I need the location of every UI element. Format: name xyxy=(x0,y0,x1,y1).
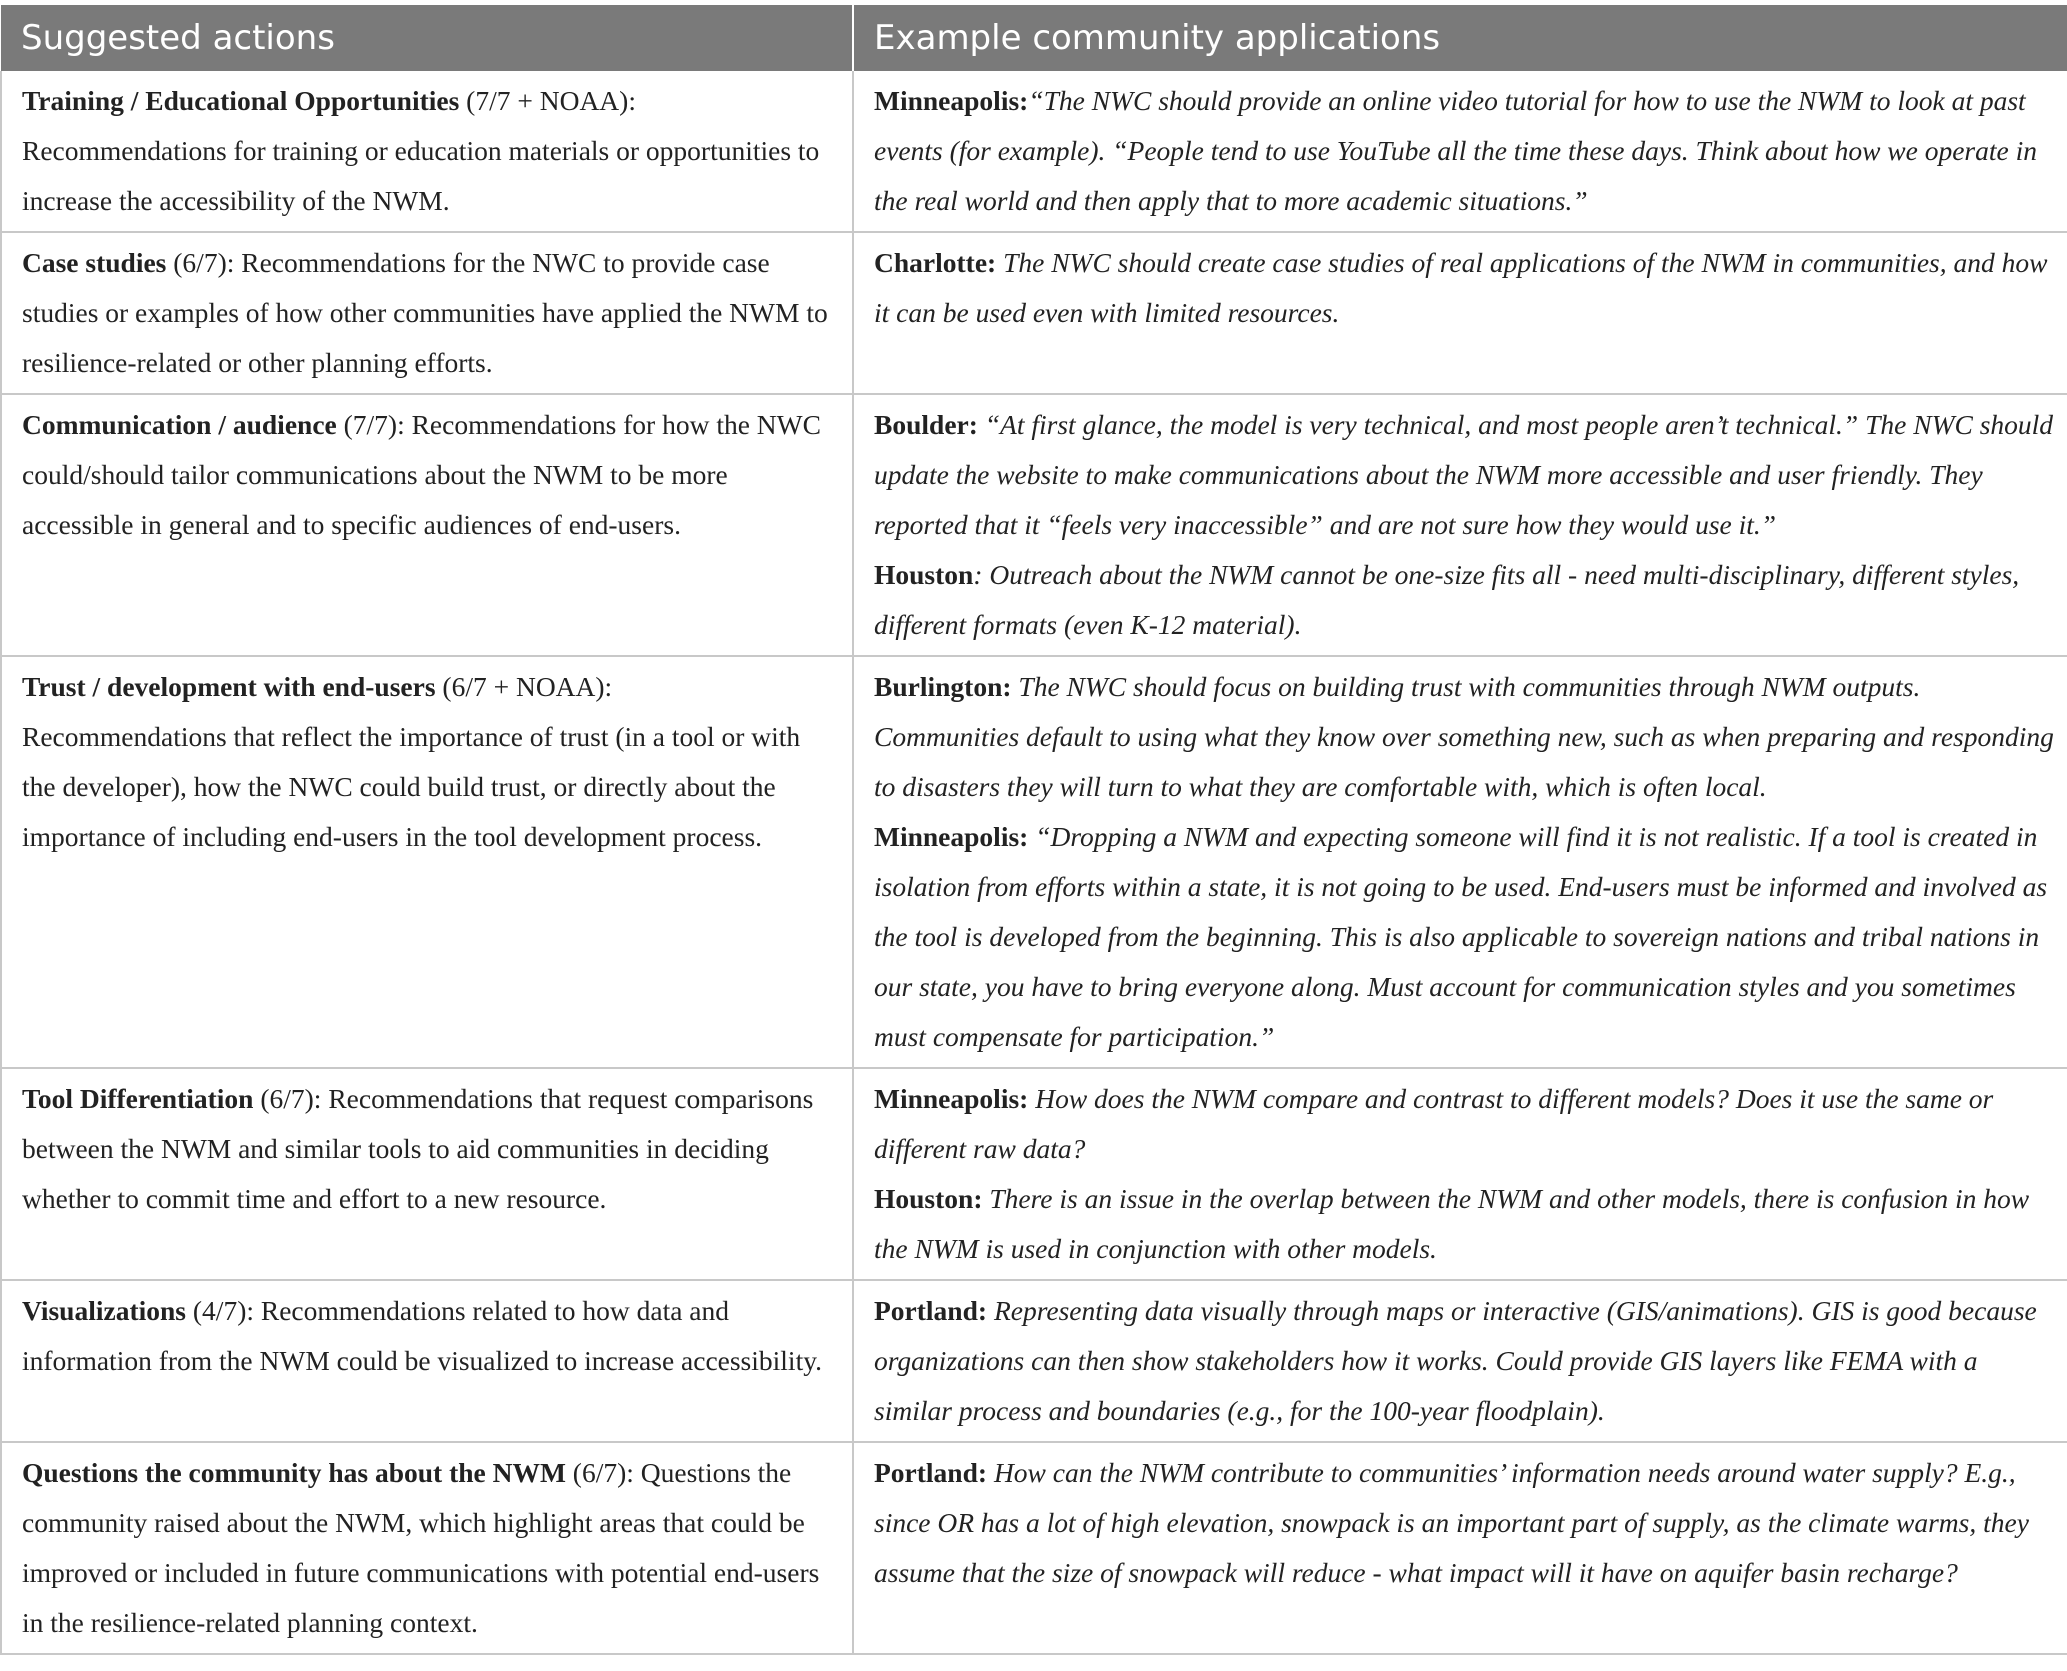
recommendations-table xyxy=(0,5,2067,1655)
example-quote: The NWC should focus on building trust with communities through NWM outputs. Communities default to using what they know over something new, such as when preparing and responding to disasters they will turn to what they are comfortable with, which is often local. xyxy=(874,671,2054,802)
example-quote: Representing data visually through maps or interactive (GIS/animations). GIS is good because organizations can then show stakeholders how it works. Could provide GIS layers like FEMA with a similar process and boundaries (e.g., for the 100-year floodplain). xyxy=(874,1295,2037,1426)
header-example-applications: Example community applications xyxy=(853,5,2067,71)
action-cell xyxy=(1,1442,853,1654)
example-quote: The NWC should create case studies of real applications of the NWM in communities, and how it can be used even with limited resources. xyxy=(874,247,2048,328)
example-entry xyxy=(874,550,2055,650)
table-header-row xyxy=(1,5,2067,71)
table-row xyxy=(1,656,2067,1068)
action-description: Recommendations for the NWC to provide case studies or examples of how other communities have applied the NWM to resilience-related or other planning efforts. xyxy=(22,247,828,378)
action-description: Recommendations that reflect the importance of trust (in a tool or with the developer), how the NWC could build trust, or directly about the importance of including end-users in the tool development process. xyxy=(22,721,801,852)
action-description: Recommendations for how the NWC could/should tailor communications about the NWM to be more accessible in general and to specific audiences of end-users. xyxy=(22,409,821,540)
example-quote: How can the NWM contribute to communities’ information needs around water supply? E.g., since OR has a lot of high elevation, snowpack is an important part of supply, as the climate warms, they assume that the size of snowpack will reduce - what impact will it have on aquifer basin recharge? xyxy=(874,1457,2029,1588)
example-entry xyxy=(874,812,2055,1062)
action-cell xyxy=(1,656,853,1068)
example-city: Charlotte: xyxy=(874,247,997,278)
action-cell xyxy=(1,1068,853,1280)
example-cell xyxy=(853,394,2067,656)
example-cell xyxy=(853,232,2067,394)
example-quote: There is an issue in the overlap between the NWM and other models, there is confusion in how the NWM is used in conjunction with other models. xyxy=(874,1183,2030,1264)
example-city: Minneapolis: xyxy=(874,821,1029,852)
example-city: Minneapolis: xyxy=(874,85,1029,116)
table-row xyxy=(1,71,2067,232)
example-quote: How does the NWM compare and contrast to different models? Does it use the same or different raw data? xyxy=(874,1083,1994,1164)
example-cell xyxy=(853,1068,2067,1280)
action-count: (6/7): xyxy=(166,247,235,278)
example-city: Minneapolis: xyxy=(874,1083,1029,1114)
example-quote: “The NWC should provide an online video tutorial for how to use the NWM to look at past events (for example). “People tend to use YouTube all the time these days. Think about how we operate in the real world and then apply that to more academic situations.” xyxy=(874,85,2037,216)
action-count: (4/7): xyxy=(186,1295,254,1326)
example-entry xyxy=(874,1074,2055,1174)
action-count: (6/7): xyxy=(565,1457,634,1488)
example-entry xyxy=(874,1174,2055,1274)
action-title: Case studies xyxy=(22,247,167,278)
table-row xyxy=(1,1068,2067,1280)
example-city: Portland: xyxy=(874,1295,988,1326)
action-title: Tool Differentiation xyxy=(22,1083,254,1114)
action-count: (7/7 + NOAA): xyxy=(459,85,636,116)
example-city: Houston: xyxy=(874,1183,983,1214)
example-cell xyxy=(853,656,2067,1068)
action-cell xyxy=(1,1280,853,1442)
example-city: Burlington: xyxy=(874,671,1012,702)
example-city: Houston xyxy=(874,559,974,590)
action-cell xyxy=(1,394,853,656)
action-title: Trust / development with end-users xyxy=(22,671,436,702)
example-city: Portland: xyxy=(874,1457,988,1488)
table-row xyxy=(1,1280,2067,1442)
action-description: Recommendations that request comparisons between the NWM and similar tools to aid communities in deciding whether to commit time and effort to a new resource. xyxy=(22,1083,814,1214)
example-entry xyxy=(874,1448,2055,1598)
table-row xyxy=(1,232,2067,394)
example-city: Boulder: xyxy=(874,409,978,440)
example-cell xyxy=(853,71,2067,232)
action-count: (6/7 + NOAA): xyxy=(435,671,613,702)
action-description: Questions the community raised about the NWM, which highlight areas that could be improved or included in future communications with potential end-users in the resilience-related planning context. xyxy=(22,1457,820,1638)
example-entry xyxy=(874,662,2055,812)
action-cell xyxy=(1,71,853,232)
action-description: Recommendations related to how data and information from the NWM could be visualized to increase accessibility. xyxy=(22,1295,823,1376)
example-cell xyxy=(853,1280,2067,1442)
action-title: Training / Educational Opportunities xyxy=(22,85,460,116)
example-entry xyxy=(874,400,2055,550)
action-description: Recommendations for training or education materials or opportunities to increase the accessibility of the NWM. xyxy=(22,135,820,216)
action-title: Communication / audience xyxy=(22,409,337,440)
table-row xyxy=(1,1442,2067,1654)
example-quote: : Outreach about the NWM cannot be one-size fits all - need multi-disciplinary, different styles, different formats (even K-12 material). xyxy=(874,559,2020,640)
table-row xyxy=(1,394,2067,656)
action-title: Questions the community has about the NWM xyxy=(22,1457,566,1488)
example-cell xyxy=(853,1442,2067,1654)
action-count: (7/7): xyxy=(336,409,405,440)
action-title: Visualizations xyxy=(22,1295,187,1326)
example-entry xyxy=(874,238,2055,338)
example-quote: “At first glance, the model is very technical, and most people aren’t technical.” The NWC should update the website to make communications about the NWM more accessible and user friendly. They reported that it “feels very inaccessible” and are not sure how they would use it.” xyxy=(874,409,2054,540)
header-suggested-actions: Suggested actions xyxy=(1,5,853,71)
action-cell xyxy=(1,232,853,394)
example-entry xyxy=(874,76,2055,226)
action-count: (6/7): xyxy=(253,1083,322,1114)
example-quote: “Dropping a NWM and expecting someone will find it is not realistic. If a tool is created in isolation from efforts within a state, it is not going to be used. End-users must be informed and involved as the tool is developed from the beginning. This is also applicable to sovereign nations and tribal nations in our state, you have to bring everyone along. Must account for communication styles and you sometimes must compensate for participation.” xyxy=(874,821,2048,1052)
example-entry xyxy=(874,1286,2055,1436)
